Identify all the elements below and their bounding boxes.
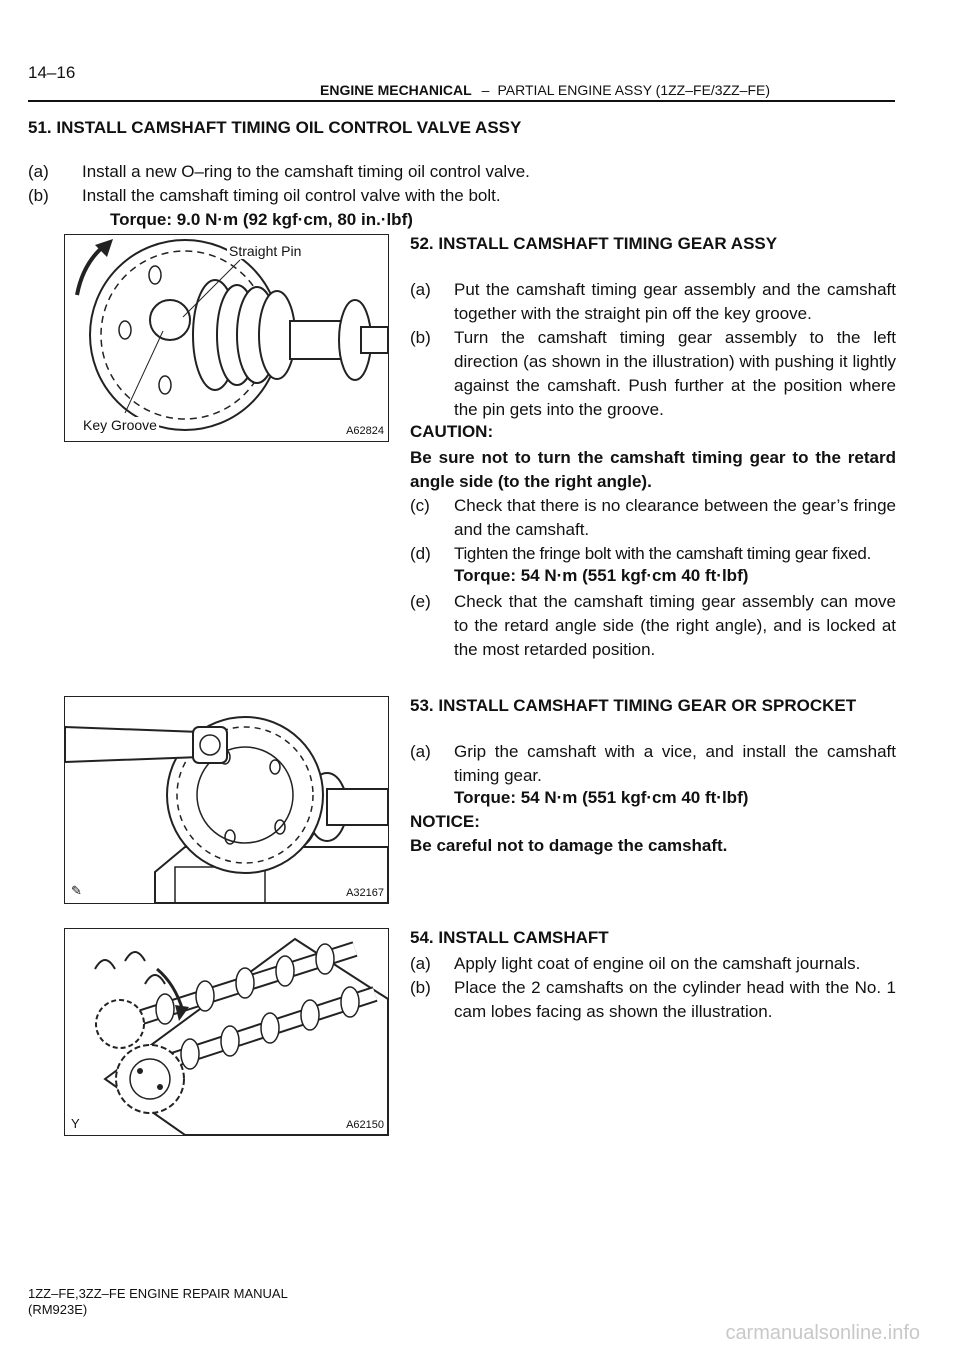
figure-corner-mark: Y: [71, 1116, 80, 1131]
page-number: 14–16: [28, 63, 76, 82]
footer-manual-title: 1ZZ–FE,3ZZ–FE ENGINE REPAIR MANUAL: [28, 1286, 288, 1301]
step-53-a: [410, 740, 896, 788]
step-51-heading: 51. INSTALL CAMSHAFT TIMING OIL CONTROL VALVE ASSY: [28, 118, 522, 137]
step-54-a: [410, 952, 896, 976]
label-key-groove: Key Groove: [83, 417, 157, 433]
step-54-b: [410, 976, 896, 1024]
step-52-d: [410, 542, 896, 566]
step-52-torque: Torque: 54 N·m (551 kgf·cm 40 ft·lbf): [454, 566, 749, 585]
notice-text: Be careful not to damage the camshaft.: [410, 836, 728, 855]
photo-mark-icon: ✎: [71, 883, 82, 898]
vice-illustration: [65, 697, 388, 903]
step-text: Check that the camshaft timing gear assembly can move to the retard angle side (the right angle), and is locked at the most retarded position.: [454, 592, 896, 659]
step-label: (a): [28, 162, 49, 181]
figure-code: A32167: [346, 887, 384, 899]
step-52-e: [410, 590, 896, 662]
figure-code: A62150: [346, 1119, 384, 1131]
footer: [28, 1286, 288, 1318]
notice-title: NOTICE:: [410, 812, 480, 831]
step-label: (b): [410, 328, 431, 347]
step-text: Turn the camshaft timing gear assembly to the left direction (as shown in the illustration) with pushing it lightly against the camshaft. Push further at the position where the pin gets into the groove.: [454, 328, 896, 419]
figure-camshafts-on-head: [64, 928, 389, 1136]
step-label: (b): [28, 186, 49, 205]
step-52-b: [410, 326, 896, 422]
header-section: ENGINE MECHANICAL: [320, 82, 472, 98]
step-53-torque: Torque: 54 N·m (551 kgf·cm 40 ft·lbf): [454, 788, 749, 807]
step-label: (d): [410, 544, 431, 563]
step-label: (a): [410, 280, 431, 299]
step-label: (a): [410, 742, 431, 761]
step-label: (c): [410, 496, 430, 515]
step-text: Install a new O–ring to the camshaft timing oil control valve.: [82, 162, 530, 181]
cylinder-head-illustration: [65, 929, 388, 1135]
header-rule: [28, 100, 895, 102]
step-text: Grip the camshaft with a vice, and install the camshaft timing gear.: [454, 742, 896, 785]
step-51-b: [28, 186, 896, 206]
step-text: Tighten the fringe bolt with the camshaft timing gear fixed.: [454, 544, 871, 563]
step-text: Apply light coat of engine oil on the camshaft journals.: [454, 954, 861, 973]
figure-camshaft-timing-gear: [64, 234, 389, 442]
caution-text: Be sure not to turn the camshaft timing gear to the retard angle side (to the right angle).: [410, 448, 896, 491]
step-54-heading: 54. INSTALL CAMSHAFT: [410, 928, 609, 947]
step-label: (a): [410, 954, 431, 973]
gear-illustration: [65, 235, 388, 441]
figure-code: A62824: [346, 425, 384, 437]
step-text: Place the 2 camshafts on the cylinder head with the No. 1 cam lobes facing as shown the illustration.: [454, 978, 896, 1021]
label-straight-pin: Straight Pin: [229, 243, 302, 259]
step-51-torque: Torque: 9.0 N·m (92 kgf·cm, 80 in.·lbf): [110, 210, 413, 229]
step-51-a: [28, 162, 896, 182]
step-text: Check that there is no clearance between the gear’s fringe and the camshaft.: [454, 496, 896, 539]
watermark: carmanualsonline.info: [725, 1322, 920, 1344]
step-52-c: [410, 494, 896, 542]
figure-camshaft-in-vice: [64, 696, 389, 904]
step-text: Install the camshaft timing oil control valve with the bolt.: [82, 186, 501, 205]
step-52-a: [410, 278, 896, 326]
footer-manual-code: (RM923E): [28, 1302, 88, 1317]
header-separator: –: [481, 82, 490, 98]
caution-title: CAUTION:: [410, 422, 494, 441]
header-title: [320, 82, 770, 98]
step-52-heading: 52. INSTALL CAMSHAFT TIMING GEAR ASSY: [410, 234, 778, 253]
header-subsection: PARTIAL ENGINE ASSY (1ZZ–FE/3ZZ–FE): [497, 82, 771, 98]
step-label: (b): [410, 978, 431, 997]
step-label: (e): [410, 592, 431, 611]
step-53-heading: 53. INSTALL CAMSHAFT TIMING GEAR OR SPROCKET: [410, 696, 857, 715]
step-text: Put the camshaft timing gear assembly and the camshaft together with the straight pin off the key groove.: [454, 280, 896, 323]
